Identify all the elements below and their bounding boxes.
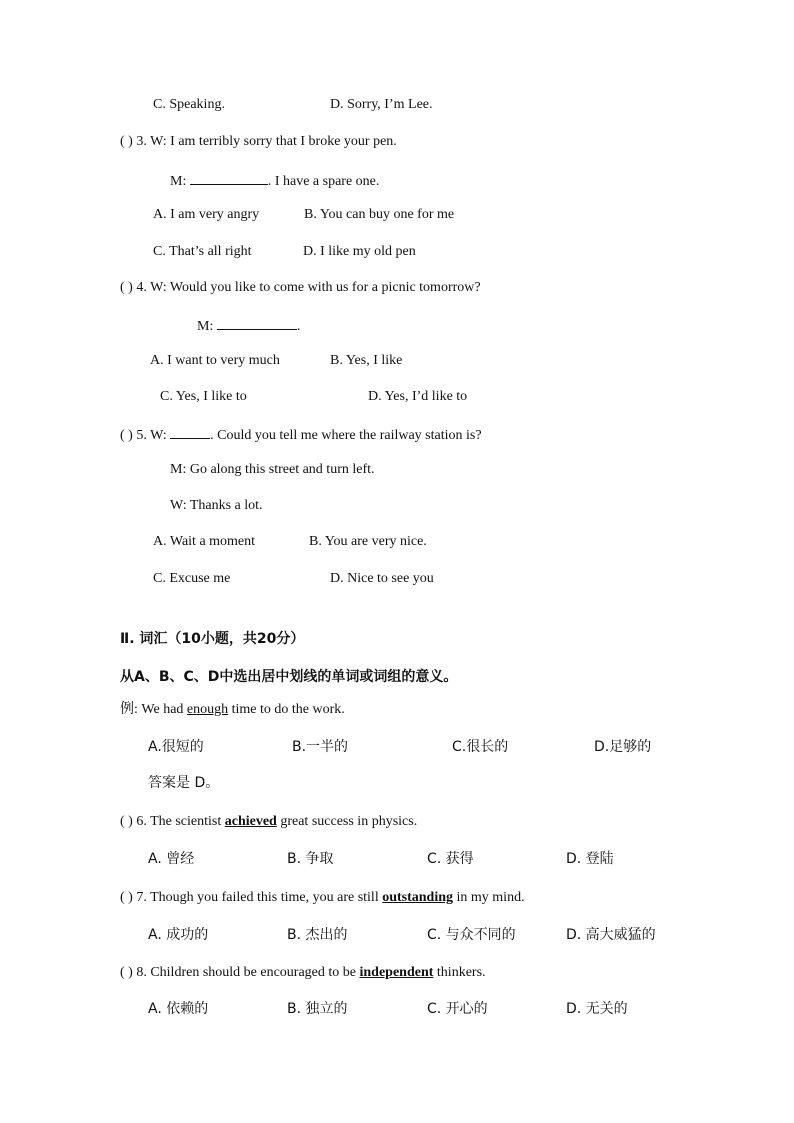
q8-option-c: C. 开心的 [427, 1001, 488, 1017]
q3-prompt: 3. W: I am terribly sorry that I broke your pen. [136, 134, 397, 149]
q5-w-line: W: Thanks a lot. [170, 498, 263, 513]
q6-after: great success in physics. [280, 814, 418, 829]
q6-option-c: C. 获得 [427, 851, 474, 867]
q7-question [120, 889, 525, 907]
q4-option-d: D. Yes, I’d like to [368, 389, 468, 404]
q8-question [120, 964, 486, 982]
q8-before: 8. Children should be encouraged to be [136, 965, 356, 980]
q8-option-d: D. 无关的 [566, 1001, 628, 1017]
q6-before: 6. The scientist [136, 814, 222, 829]
q7-option-c: C. 与众不同的 [427, 927, 516, 943]
q5-option-d: D. Nice to see you [330, 571, 434, 586]
q7-word: outstanding [382, 890, 454, 905]
example-answer: 答案是 D。 [148, 775, 220, 791]
q4-blank [217, 315, 297, 330]
example-option-c: C.很长的 [452, 739, 509, 755]
q3-m-label: M: [170, 174, 187, 189]
q7-after: in my mind. [456, 890, 525, 905]
example-sentence [120, 701, 345, 719]
q4-option-a: A. I want to very much [150, 353, 280, 368]
q4-option-b: B. Yes, I like [330, 353, 403, 368]
q4-m-label: M: [197, 319, 214, 334]
q6-question [120, 813, 417, 831]
q5-m-line: M: Go along this street and turn left. [170, 462, 375, 477]
q3-blank [190, 170, 268, 185]
q3-response [170, 170, 379, 191]
example-after: time to do the work. [231, 702, 345, 717]
q4-m-after: . [296, 319, 301, 334]
q5-answer-paren: ( ) [120, 428, 133, 443]
q3-option-a: A. I am very angry [153, 207, 260, 222]
example-option-b: B.一半的 [292, 739, 349, 755]
example-word: enough [186, 702, 229, 717]
q5-option-a: A. Wait a moment [153, 534, 256, 549]
q5-prompt-before: 5. W: [136, 428, 167, 443]
q6-word: achieved [224, 814, 277, 829]
q5-question [120, 424, 482, 445]
q4-question [120, 279, 481, 297]
q6-option-a: A. 曾经 [148, 851, 195, 867]
q8-option-b: B. 独立的 [287, 1001, 348, 1017]
q5-prompt-after: . Could you tell me where the railway station is? [210, 428, 482, 443]
q6-option-d: D. 登陆 [566, 851, 614, 867]
example-option-d: D.足够的 [594, 739, 652, 755]
q3-option-c: C. That’s all right [153, 244, 252, 259]
q8-word: independent [359, 965, 434, 980]
q3-question [120, 133, 397, 151]
q7-option-a: A. 成功的 [148, 927, 209, 943]
q4-option-c: C. Yes, I like to [160, 389, 247, 404]
q4-answer-paren: ( ) [120, 280, 133, 295]
q5-option-b: B. You are very nice. [309, 534, 427, 549]
q8-after: thinkers. [436, 965, 486, 980]
q6-option-b: B. 争取 [287, 851, 334, 867]
q2-option-c: C. Speaking. [153, 97, 225, 112]
example-option-a: A.很短的 [148, 739, 204, 755]
q7-before: 7. Though you failed this time, you are still [136, 890, 379, 905]
q8-option-a: A. 依赖的 [148, 1001, 209, 1017]
q3-option-d: D. I like my old pen [303, 244, 416, 259]
q7-option-b: B. 杰出的 [287, 927, 348, 943]
q3-option-b: B. You can buy one for me [304, 207, 455, 222]
example-before: 例: We had [120, 702, 184, 717]
q4-response [197, 315, 300, 336]
section-title: Ⅱ. 词汇（10小题，共20分） [120, 631, 305, 647]
q5-blank [170, 424, 210, 439]
q4-prompt: 4. W: Would you like to come with us for a picnic tomorrow? [136, 280, 481, 295]
q3-answer-paren: ( ) [120, 134, 133, 149]
q8-answer-paren: ( ) [120, 965, 133, 980]
q3-m-after: . I have a spare one. [267, 174, 380, 189]
q7-answer-paren: ( ) [120, 890, 133, 905]
q2-option-d: D. Sorry, I’m Lee. [330, 97, 433, 112]
q7-option-d: D. 高大威猛的 [566, 927, 656, 943]
q5-option-c: C. Excuse me [153, 571, 231, 586]
q6-answer-paren: ( ) [120, 814, 133, 829]
section-instruction: 从A、B、C、D中选出居中划线的单词或词组的意义。 [120, 669, 458, 685]
